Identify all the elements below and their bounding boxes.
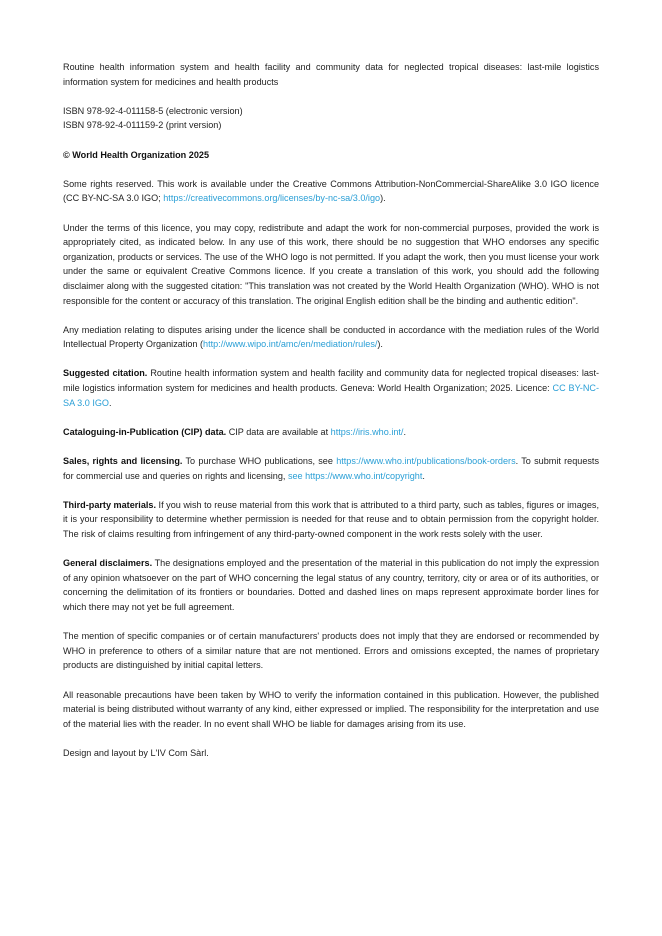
copyright-notice: © World Health Organization 2025 xyxy=(63,149,209,160)
licence-link[interactable]: CC BY-NC-SA 3.0 IGO xyxy=(63,383,599,408)
citation-paragraph: Suggested citation. Routine health information system and health facility and community data for neglected tropical diseases: last-mile logistics information system for medicines and health products. Geneva: World Health Organization; 2025. Licence: CC BY-NC-SA 3.0 IGO. xyxy=(63,368,600,408)
companies-paragraph: The mention of specific companies or of certain manufacturers' products does not imply that they are endorsed or recommended by WHO in preference to others of a similar nature that are not mentioned. Errors and omissions excepted, the names of proprietary products are distinguished by initial capital letters. xyxy=(63,631,599,671)
publication-title: Routine health information system and health facility and community data for neglected tropical diseases: last-mile logistics information system for medicines and health products xyxy=(63,62,599,87)
terms-paragraph: Under the terms of this licence, you may copy, redistribute and adapt the work for non-commercial purposes, provided the work is appropriately cited, as indicated below. In any use of this work, there should be no suggestion that WHO endorses any specific organization, products or services. The use of the WHO logo is not permitted. If you adapt the work, then you must license your work under the same or equivalent Creative Commons licence. If you create a translation of this work, you should add the following disclaimer along with the suggested citation: "This translation was not created by the World Health Organization (WHO). WHO is not responsible for the content or accuracy of this translation. The original English edition shall be the binding and authentic edition". xyxy=(63,222,599,306)
precautions-paragraph: All reasonable precautions have been taken by WHO to verify the information contained in this publication. However, the published material is being distributed without warranty of any kind, either expressed or implied. The responsibility for the interpretation and use of the material lies with the reader. In no event shall WHO be liable for damages arising from its use. xyxy=(63,689,599,729)
sales-paragraph: Sales, rights and licensing. To purchase WHO publications, see https://www.who.int/publications/book-orders. To submit requests for commercial use and queries on rights and licensing, see https://www.who.int/copyright. xyxy=(63,456,599,481)
book-orders-link[interactable]: https://www.who.int/publications/book-orders xyxy=(336,456,516,467)
isbn-electronic: ISBN 978-92-4-011158-5 (electronic version) xyxy=(63,105,243,116)
disclaimers-paragraph: General disclaimers. The designations employed and the presentation of the material in this publication do not imply the expression of any opinion whatsoever on the part of WHO concerning the legal status of any country, territory, city or area or of its authorities, or concerning the delimitation of its frontiers or boundaries. Dotted and dashed lines on maps represent approximate border lines for which there may not yet be full agreement. xyxy=(63,558,599,612)
isbn-print: ISBN 978-92-4-011159-2 (print version) xyxy=(63,120,222,131)
design-credit: Design and layout by L'IV Com Sàrl. xyxy=(63,747,209,758)
iris-link[interactable]: https://iris.who.int/ xyxy=(330,426,404,437)
mediation-paragraph: Any mediation relating to disputes arising under the licence shall be conducted in accordance with the mediation rules of the World Intellectual Property Organization (http://www.wipo.int/amc/en/mediation/rules/). xyxy=(63,324,599,350)
third-party-paragraph: Third-party materials. If you wish to reuse material from this work that is attributed to a third party, such as tables, figures or images, it is your responsibility to determine whether permission is needed for that reuse and to obtain permission from the copyright holder. The risk of claims resulting from infringement of any third-party-owned component in the work rests solely with the user. xyxy=(63,499,599,539)
wipo-link[interactable]: http://www.wipo.int/amc/en/mediation/rules/ xyxy=(203,339,378,350)
copyright-link[interactable]: see https://www.who.int/copyright xyxy=(287,470,423,481)
cip-paragraph: Cataloguing-in-Publication (CIP) data. CIP data are available at https://iris.who.int/. xyxy=(63,426,406,437)
rights-paragraph: Some rights reserved. This work is available under the Creative Commons Attribution-NonCommercial-ShareAlike 3.0 IGO licence (CC BY-NC-SA 3.0 IGO; https://creativecommons.org/licenses/by-nc-sa/3.0/igo). xyxy=(63,178,599,204)
creative-commons-link[interactable]: https://creativecommons.org/licenses/by-nc-sa/3.0/igo xyxy=(163,193,381,204)
copyright-page xyxy=(63,60,599,775)
isbn-block xyxy=(63,104,599,133)
